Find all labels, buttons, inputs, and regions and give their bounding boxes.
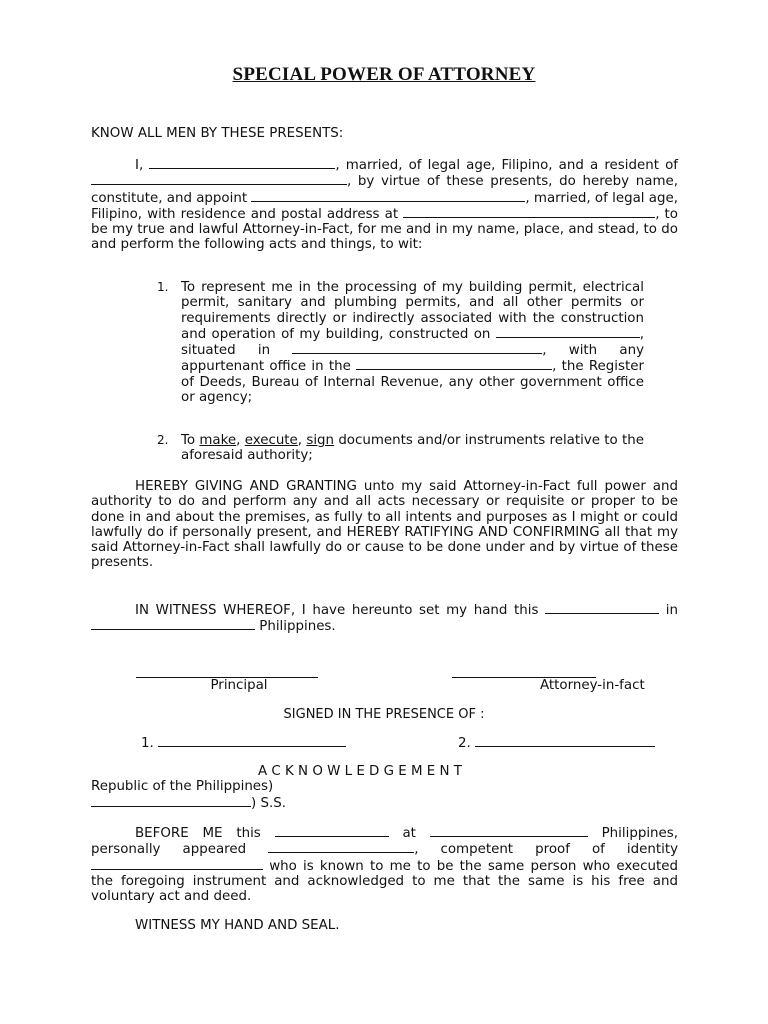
authority-item-2 (157, 433, 662, 467)
venue-ss (91, 795, 286, 811)
p1-text-1: I, (135, 158, 144, 173)
p1-text-2: , married, of legal age, Filipino, and a resident of (335, 158, 678, 173)
hereby-paragraph: HEREBY GIVING AND GRANTING unto my said Attorney-in-Fact full power and authority to do and perform any and all acts necessary or requisite or proper to be done in and about the premises, as fully to all intents and purposes as I might or could lawfully do if personally present, and HEREBY RATIFYING AND CONFIRMING all that my said Attorney-in-Fact shall lawfully do or cause to be done under and by virtue of these presents. (91, 479, 678, 571)
item-1-text-4: , the Register of Deeds, Bureau of Internal Revenue, any other government office or agency; (181, 359, 644, 406)
item-1-text-3: , with any appurtenant office in the (181, 343, 644, 375)
attorney-name-blank[interactable] (251, 190, 525, 202)
ack-text-1: BEFORE ME this (135, 826, 261, 841)
authority-item-1 (157, 280, 644, 420)
item-1-text-2: , situated in (181, 326, 644, 359)
witness-text-3: Philippines. (259, 619, 336, 635)
witness-text-2: in (665, 603, 678, 618)
witness-2-number: 2. (458, 736, 471, 751)
ack-text-3: Philippines, personally appeared (91, 826, 679, 858)
item-2-text-1: To (181, 433, 196, 448)
acknowledgement-paragraph (91, 825, 678, 904)
appearing-person-blank[interactable] (268, 841, 414, 853)
witness-1-number: 1. (141, 736, 154, 751)
presence-heading: SIGNED IN THE PRESENCE OF : (283, 707, 485, 722)
item-1-text (181, 280, 644, 405)
p1-text-4: , married, of legal age, Filipino, with residence and postal address at (91, 190, 678, 222)
witness-1-signature-blank[interactable] (158, 735, 346, 747)
venue-city-blank[interactable] (91, 795, 251, 807)
witness-day-blank[interactable] (545, 602, 659, 614)
p1-text-5: , to be my true and lawful Attorney-in-Fact, for me and in my name, place, and stead, to do and perform the following acts and things, to wit: (91, 206, 678, 253)
witness-2-signature-blank[interactable] (475, 735, 655, 747)
ack-text-4: , competent proof of identity (414, 842, 679, 858)
witness-paragraph (91, 602, 678, 635)
residence-blank[interactable] (91, 173, 347, 185)
principal-name-blank[interactable] (149, 157, 335, 169)
document-title: SPECIAL POWER OF ATTORNEY (232, 64, 536, 85)
item-1-text-1: To represent me in the processing of my building permit, electrical permit, sanitary and plumbing permits, and all other permits or requirements directly or indirectly associated with the construction and operation of my building, constructed on (181, 280, 644, 342)
p1-text-3: , by virtue of these presents, do hereby name, constitute, and appoint (91, 174, 678, 206)
ack-date-blank[interactable] (275, 825, 389, 837)
item-2-text: To make, execute, sign documents and/or instruments relative to the aforesaid authority; (181, 433, 662, 464)
word-execute: execute (244, 433, 298, 448)
attorney-label: Attorney-in-fact (540, 678, 645, 693)
appointment-paragraph (91, 157, 678, 253)
principal-label: Principal (210, 678, 268, 693)
closing-line: WITNESS MY HAND AND SEAL. (135, 918, 340, 933)
venue-republic: Republic of the Philippines) (91, 779, 274, 794)
identity-proof-blank[interactable] (91, 858, 263, 870)
witness-text-1: IN WITNESS WHEREOF, I have hereunto set my hand this (135, 603, 539, 618)
item-2-number: 2. (157, 433, 169, 447)
word-make: make (199, 433, 237, 448)
witness-2 (458, 735, 655, 751)
location-blank[interactable] (292, 342, 542, 354)
ack-text-5: who is known to me to be the same person who executed the foregoing instrument and acknowledged to me that the same is his free and voluntary act and deed. (91, 858, 678, 905)
office-blank[interactable] (356, 358, 552, 370)
attorney-address-blank[interactable] (403, 206, 655, 218)
salutation: KNOW ALL MEN BY THESE PRESENTS: (91, 126, 344, 141)
ack-text-2: at (402, 826, 416, 841)
ack-place-blank[interactable] (430, 825, 588, 837)
construction-date-blank[interactable] (496, 326, 640, 338)
item-1-number: 1. (157, 280, 169, 294)
venue-ss-text: ) S.S. (251, 796, 286, 811)
witness-1 (141, 735, 346, 751)
item-2-text-2: documents and/or instruments relative to the aforesaid authority; (181, 433, 662, 464)
acknowledgement-heading: A C K N O W L E D G E M E N T (258, 764, 462, 779)
witness-place-blank[interactable] (91, 618, 255, 630)
word-sign: sign (306, 433, 335, 448)
